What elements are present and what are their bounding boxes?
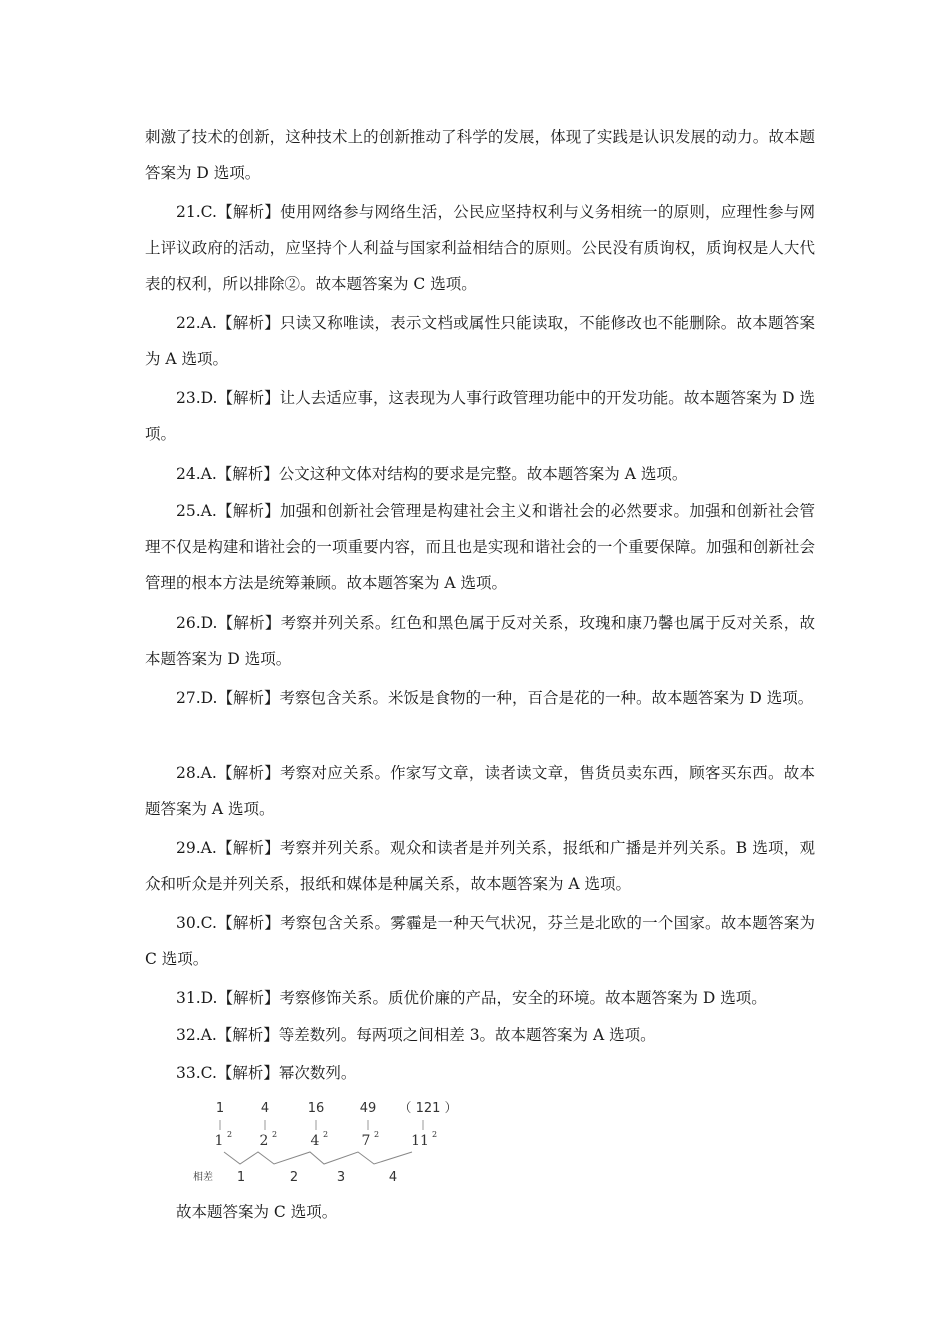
paragraph-25: 25.A.【解析】加强和创新社会管理是构建社会主义和谐社会的必然要求。加强和创新社会管理不仅是构建和谐社会的一项重要内容，而且也是实现和谐社会的一个重要保障。加强和创新社会管理的根本方法是统筹兼顾。故本题答案为 A 选项。 xyxy=(145,502,815,592)
paragraph-26: 26.D.【解析】考察并列关系。红色和黑色属于反对关系，玫瑰和康乃馨也属于反对关系，故本题答案为 D 选项。 xyxy=(145,614,815,668)
diff-4: 4 xyxy=(388,1170,398,1185)
paragraph-21: 21.C.【解析】使用网络参与网络生活，公民应坚持权利与义务相统一的原则，应理性参与网上评议政府的活动，应坚持个人利益与国家利益相结合的原则。公民没有质询权，质询权是人大代表的权利，所以排除②。故本题答案为 C 选项。 xyxy=(145,203,815,293)
diff-2: 2 xyxy=(289,1170,299,1185)
paragraph-31: 31.D.【解析】考察修饰关系。质优价廉的产品，安全的环境。故本题答案为 D 选项。 xyxy=(176,989,767,1007)
diff-3: 3 xyxy=(336,1170,346,1185)
power-sequence-diagram xyxy=(190,1092,490,1192)
base-4: 7 xyxy=(361,1133,371,1149)
paragraph-30: 30.C.【解析】考察包含关系。雾霾是一种天气状况，芬兰是北欧的一个国家。故本题答案为 C 选项。 xyxy=(145,914,815,968)
diff-1: 1 xyxy=(236,1170,246,1185)
exp-5: 2 xyxy=(432,1130,438,1139)
difference-label: 相差 xyxy=(193,1172,213,1183)
paragraph-20-tail: 刺激了技术的创新，这种技术上的创新推动了科学的发展，体现了实践是认识发展的动力。故本题答案为 D 选项。 xyxy=(145,128,815,182)
base-2: 2 xyxy=(259,1133,269,1149)
paragraph-27: 27.D.【解析】考察包含关系。米饭是食物的一种，百合是花的一种。故本题答案为 D 选项。 xyxy=(176,689,814,707)
paragraph-28: 28.A.【解析】考察对应关系。作家写文章，读者读文章，售货员卖东西，顾客买东西。故本题答案为 A 选项。 xyxy=(145,764,815,818)
term-5: （ 121 ） xyxy=(398,1101,458,1116)
term-4: 49 xyxy=(359,1101,377,1116)
paragraph-33: 33.C.【解析】幂次数列。 xyxy=(176,1064,357,1082)
exp-4: 2 xyxy=(374,1130,380,1139)
exp-2: 2 xyxy=(272,1130,278,1139)
paragraph-32: 32.A.【解析】等差数列。每两项之间相差 3。故本题答案为 A 选项。 xyxy=(176,1026,656,1044)
base-5: 11 xyxy=(411,1133,429,1149)
difference-zigzag xyxy=(224,1152,412,1164)
term-2: 4 xyxy=(260,1101,270,1116)
paragraph-29: 29.A.【解析】考察并列关系。观众和读者是并列关系，报纸和广播是并列关系。B 选项，观众和听众是并列关系，报纸和媒体是种属关系，故本题答案为 A 选项。 xyxy=(145,839,815,893)
paragraph-33-answer: 故本题答案为 C 选项。 xyxy=(176,1203,338,1221)
exp-1: 2 xyxy=(227,1130,233,1139)
base-1: 1 xyxy=(214,1133,224,1149)
paragraph-24: 24.A.【解析】公文这种文体对结构的要求是完整。故本题答案为 A 选项。 xyxy=(176,465,688,483)
diagram-svg xyxy=(190,1092,490,1192)
term-3: 16 xyxy=(307,1101,325,1116)
paragraph-22: 22.A.【解析】只读又称唯读，表示文档或属性只能读取，不能修改也不能删除。故本题答案为 A 选项。 xyxy=(145,314,815,368)
paragraph-23: 23.D.【解析】让人去适应事，这表现为人事行政管理功能中的开发功能。故本题答案为 D 选项。 xyxy=(145,389,815,443)
term-1: 1 xyxy=(215,1101,225,1116)
base-3: 4 xyxy=(310,1133,320,1149)
exp-3: 2 xyxy=(323,1130,329,1139)
